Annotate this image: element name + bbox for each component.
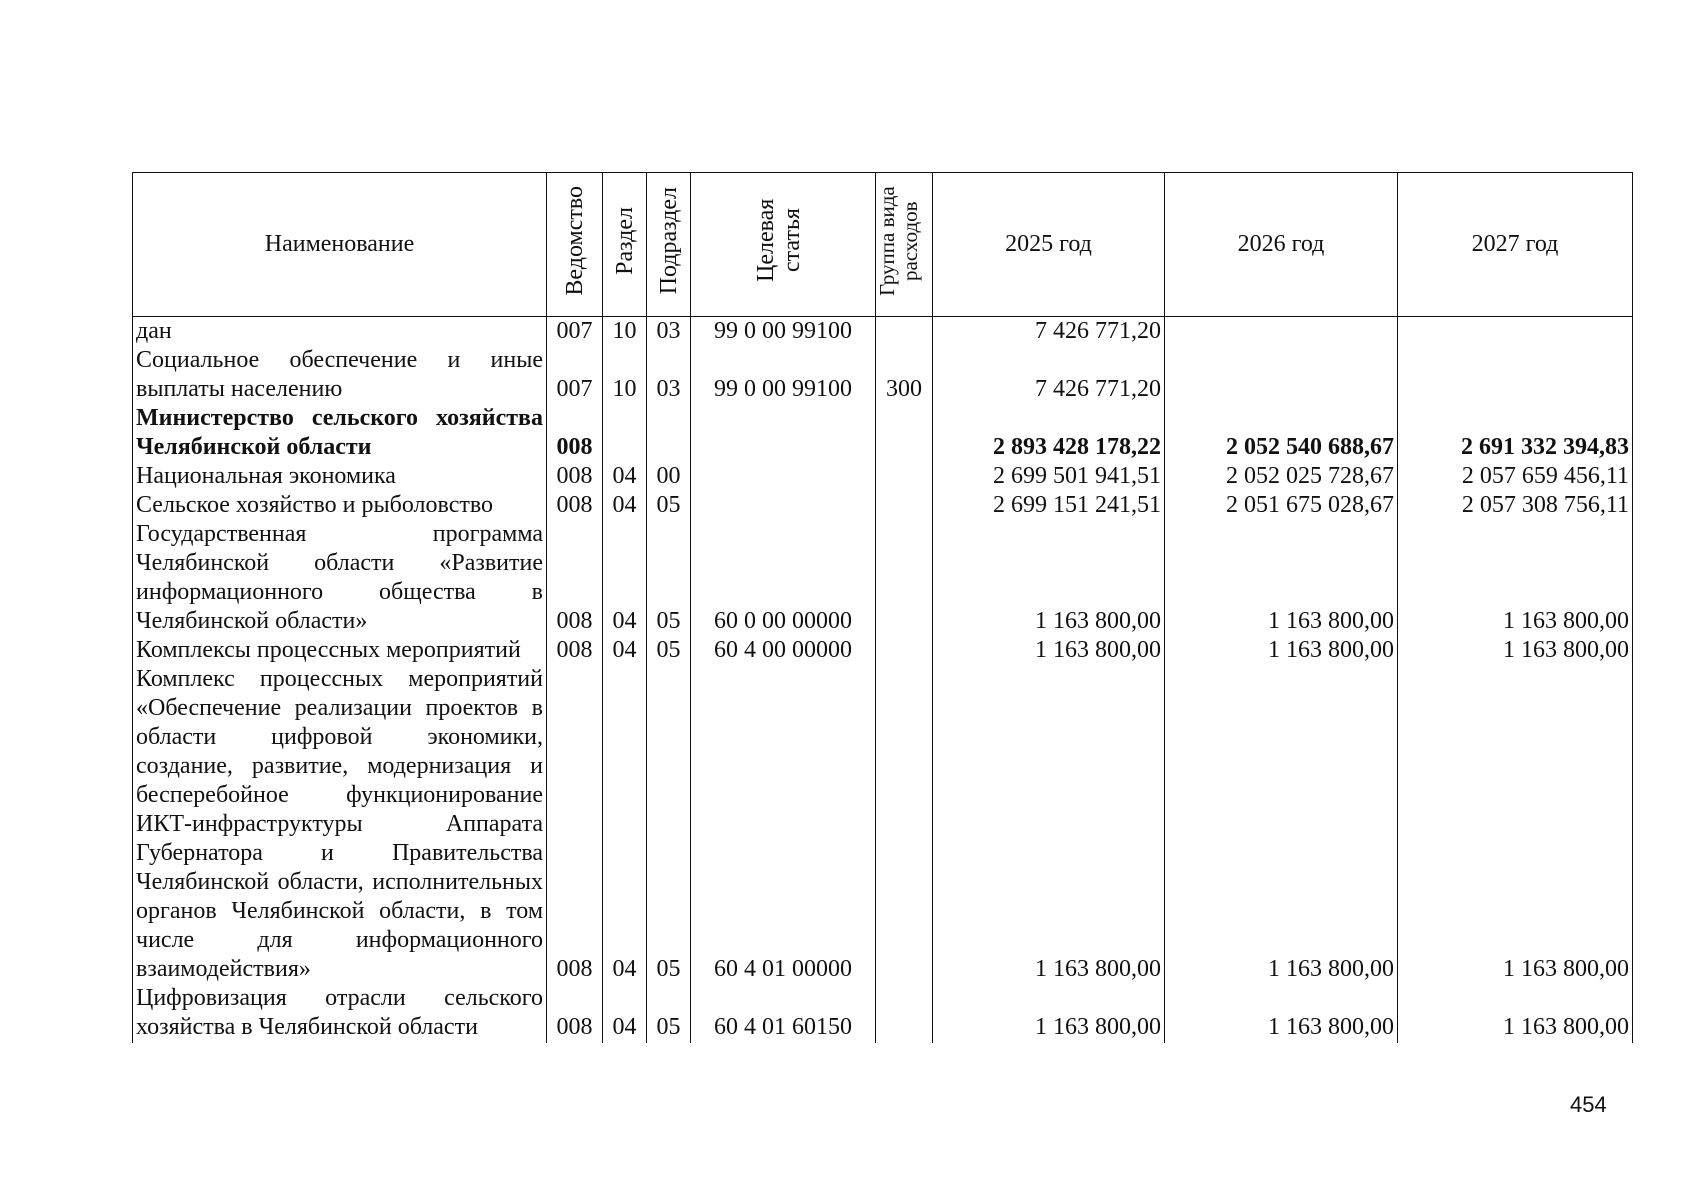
cell-celevaya: 60 4 01 00000 (691, 665, 876, 984)
cell-gruppa (876, 404, 933, 462)
cell-razdel: 10 (603, 317, 647, 347)
table-row (133, 665, 1633, 984)
cell-2025: 1 163 800,00 (933, 520, 1165, 636)
cell-name: Цифровизация отрасли сельского хозяйства в Челябинской области (133, 984, 547, 1043)
cell-2025: 1 163 800,00 (933, 984, 1165, 1043)
cell-gruppa (876, 636, 933, 665)
cell-podrazdel: 05 (647, 491, 691, 520)
cell-podrazdel: 05 (647, 636, 691, 665)
cell-celevaya (691, 404, 876, 462)
cell-2027 (1398, 346, 1633, 404)
cell-2027: 2 057 659 456,11 (1398, 462, 1633, 491)
cell-name: Сельское хозяйство и рыболовство (133, 491, 547, 520)
cell-2027: 1 163 800,00 (1398, 665, 1633, 984)
cell-ved: 008 (547, 984, 603, 1043)
cell-2026 (1165, 346, 1398, 404)
table-row (133, 462, 1633, 491)
table-header-row (133, 173, 1633, 317)
cell-celevaya: 60 4 01 60150 (691, 984, 876, 1043)
cell-name: Государственная программа Челябинской области «Развитие информационного общества в Челябинской области» (133, 520, 547, 636)
cell-ved: 008 (547, 462, 603, 491)
cell-2026: 1 163 800,00 (1165, 665, 1398, 984)
cell-ved: 008 (547, 404, 603, 462)
cell-2026: 2 051 675 028,67 (1165, 491, 1398, 520)
cell-2026: 2 052 540 688,67 (1165, 404, 1398, 462)
cell-razdel: 04 (603, 520, 647, 636)
cell-2026 (1165, 317, 1398, 347)
header-podrazdel: Подраздел (647, 173, 691, 317)
cell-podrazdel: 03 (647, 346, 691, 404)
cell-ved: 008 (547, 636, 603, 665)
cell-2027: 1 163 800,00 (1398, 520, 1633, 636)
cell-podrazdel: 05 (647, 984, 691, 1043)
cell-name: Комплексы процессных мероприятий (133, 636, 547, 665)
header-celevaya: Целевая статья (691, 173, 876, 317)
cell-gruppa (876, 317, 933, 347)
header-2026: 2026 год (1165, 173, 1398, 317)
cell-ved: 008 (547, 665, 603, 984)
cell-celevaya: 99 0 00 99100 (691, 346, 876, 404)
table-row (133, 491, 1633, 520)
table-row (133, 404, 1633, 462)
cell-razdel (603, 404, 647, 462)
cell-razdel: 04 (603, 462, 647, 491)
page-number: 454 (1570, 1092, 1607, 1117)
header-gruppa: Группа вида расходов (876, 173, 933, 317)
cell-2026: 1 163 800,00 (1165, 984, 1398, 1043)
table-row (133, 317, 1633, 347)
header-ved: Ведомство (547, 173, 603, 317)
cell-2025: 2 699 501 941,51 (933, 462, 1165, 491)
cell-razdel: 04 (603, 665, 647, 984)
cell-ved: 007 (547, 346, 603, 404)
cell-razdel: 04 (603, 984, 647, 1043)
cell-2025: 2 699 151 241,51 (933, 491, 1165, 520)
cell-2025: 7 426 771,20 (933, 317, 1165, 347)
cell-name: Социальное обеспечение и иные выплаты населению (133, 346, 547, 404)
cell-2025: 2 893 428 178,22 (933, 404, 1165, 462)
cell-2027: 1 163 800,00 (1398, 984, 1633, 1043)
cell-razdel: 04 (603, 491, 647, 520)
cell-razdel: 04 (603, 636, 647, 665)
cell-podrazdel: 05 (647, 665, 691, 984)
header-2025: 2025 год (933, 173, 1165, 317)
cell-gruppa (876, 984, 933, 1043)
cell-celevaya: 60 0 00 00000 (691, 520, 876, 636)
cell-2026: 1 163 800,00 (1165, 636, 1398, 665)
cell-name: Министерство сельского хозяйства Челябинской области (133, 404, 547, 462)
cell-gruppa (876, 520, 933, 636)
cell-ved: 007 (547, 317, 603, 347)
cell-razdel: 10 (603, 346, 647, 404)
cell-name: дан (133, 317, 547, 347)
cell-celevaya (691, 491, 876, 520)
header-name: Наименование (133, 173, 547, 317)
cell-2027: 1 163 800,00 (1398, 636, 1633, 665)
cell-2026: 2 052 025 728,67 (1165, 462, 1398, 491)
cell-podrazdel (647, 404, 691, 462)
cell-gruppa (876, 665, 933, 984)
cell-name: Комплекс процессных мероприятий «Обеспечение реализации проектов в области цифровой экономики, создание, развитие, модернизация и бесперебойное функционирование ИКТ-инфраструктуры Аппарата Губернатора и Правительства Челябинской области, исполнительных органов Челябинской области, в том числе для информационного взаимодействия» (133, 665, 547, 984)
table-row (133, 636, 1633, 665)
cell-2025: 7 426 771,20 (933, 346, 1165, 404)
cell-name: Национальная экономика (133, 462, 547, 491)
cell-celevaya (691, 462, 876, 491)
table-row (133, 346, 1633, 404)
header-razdel: Раздел (603, 173, 647, 317)
header-2027: 2027 год (1398, 173, 1633, 317)
cell-2026: 1 163 800,00 (1165, 520, 1398, 636)
cell-2025: 1 163 800,00 (933, 665, 1165, 984)
cell-ved: 008 (547, 491, 603, 520)
cell-podrazdel: 00 (647, 462, 691, 491)
cell-2027 (1398, 317, 1633, 347)
cell-ved: 008 (547, 520, 603, 636)
cell-celevaya: 99 0 00 99100 (691, 317, 876, 347)
cell-podrazdel: 03 (647, 317, 691, 347)
cell-podrazdel: 05 (647, 520, 691, 636)
cell-2027: 2 691 332 394,83 (1398, 404, 1633, 462)
cell-2025: 1 163 800,00 (933, 636, 1165, 665)
table-row (133, 520, 1633, 636)
table-row (133, 984, 1633, 1043)
cell-gruppa: 300 (876, 346, 933, 404)
cell-celevaya: 60 4 00 00000 (691, 636, 876, 665)
budget-table (132, 172, 1633, 1043)
cell-gruppa (876, 462, 933, 491)
cell-gruppa (876, 491, 933, 520)
cell-2027: 2 057 308 756,11 (1398, 491, 1633, 520)
